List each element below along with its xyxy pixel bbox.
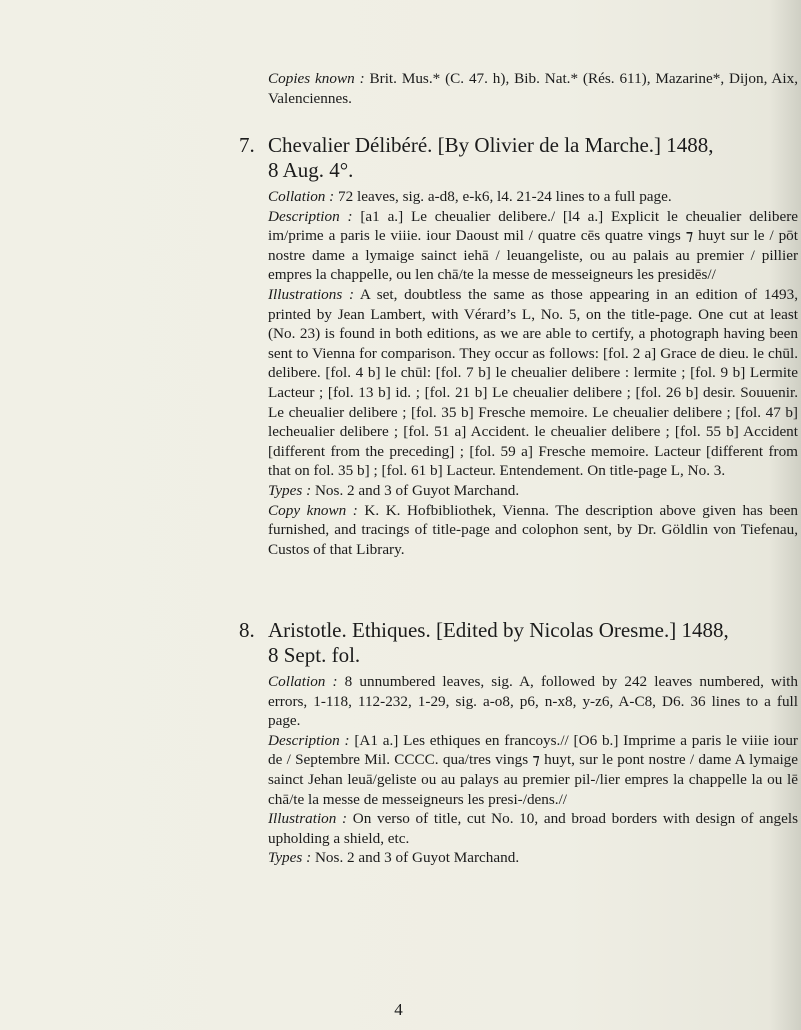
entry-8-illustration <box>268 809 798 848</box>
entry-8-illustration-label: Illustration : <box>268 810 348 828</box>
entry-7-collation <box>268 187 798 207</box>
copies-known-paragraph <box>268 69 798 108</box>
entry-7-title <box>239 133 798 158</box>
entry-8-collation-label: Collation : <box>268 673 338 690</box>
entry-7-description-text: [a1 a.] Le cheualier delibere./ [l4 a.] Explicit le cheualier delibere im/prime a paris le viiie. iour Daoust mil / quatre cēs quatre vings ⁊ huyt sur le / pōt nostre dame a lymaige sainct iehā / leuangeliste, ou au palais au premier / pillier empres la chappelle, ou len chā/te la messe de messeigneurs les presidēs// <box>268 207 798 284</box>
entry-8-title-line2: 8 Sept. fol. <box>268 643 361 667</box>
entry-7-types-text: Nos. 2 and 3 of Guyot Marchand. <box>311 481 520 499</box>
page-number-text: 4 <box>394 1000 403 1019</box>
entry-7-copy-known <box>268 501 798 560</box>
entry-8-title <box>239 618 798 643</box>
entry-7-types-label: Types : <box>268 481 312 499</box>
entry-8-description <box>268 731 798 809</box>
entry-8-illustration-text: On verso of title, cut No. 10, and broad borders with design of angels upholding a shield, etc. <box>268 810 798 847</box>
entry-8-description-label: Description : <box>268 731 350 749</box>
entry-8-types-label: Types : <box>268 849 312 867</box>
entry-7-copy-known-text: K. K. Hofbibliothek, Vienna. The description above given has been furnished, and tracings of title-page and colophon sent, by Dr. Göldlin von Tiefenau, Custos of that Library. <box>268 501 798 558</box>
entry-7-illustrations-label: Illustrations : <box>268 285 355 303</box>
page-number <box>0 1000 801 1020</box>
entry-7-illustrations-text: A set, doubtless the same as those appearing in an edition of 1493, printed by Jean Lambert, with Vérard’s L, No. 5, on the title-page. One cut at least (No. 23) is found in both editions, as we are able to certify, a photograph having been sent to Vienna for comparison. They occur as follows: [fol. 2 a] Grace de dieu. le chūl. delibere. [fol. 4 b] le chūl: [fol. 7 b] le cheualier delibere : lermite ; [fol. 9 b] Lermite Lacteur ; [fol. 13 b] id. ; [fol. 21 b] Le cheualier delibere ; [fol. 26 b] desir. Souuenir. Le cheualier delibere ; [fol. 35 b] Fresche memoire. Le cheualier delibere ; [fol. 47 b] lecheualier delibere ; [fol. 51 a] Accident. le cheualier delibere ; [fol. 55 b] Accident [different from the preceding] ; [fol. 59 a] Fresche memoire. Lacteur [different from that on fol. 35 b] ; [fol. 61 b] Lacteur. Entendement. On title-page L, No. 3. <box>268 285 798 480</box>
entry-7 <box>239 133 798 559</box>
entry-7-title-line1: Chevalier Délibéré. [By Olivier de la Marche.] 1488, <box>268 133 714 157</box>
entry-7-description <box>268 207 798 285</box>
entry-7-number: 7. <box>239 133 255 157</box>
entry-8-title-line1: Aristotle. Ethiques. [Edited by Nicolas Oresme.] 1488, <box>268 618 729 642</box>
copies-known-label: Copies known : <box>268 70 365 87</box>
copies-known-top <box>268 69 798 108</box>
entry-7-illustrations <box>268 285 798 481</box>
entry-8-collation-text: 8 unnumbered leaves, sig. A, followed by 242 leaves numbered, with errors, 1-118, 112-232, 1-29, sig. a-o8, p6, n-x8, y-z6, A-C8, D6. 36 lines to a full page. <box>268 673 798 730</box>
entry-8-description-text: [A1 a.] Les ethiques en francoys.// [O6 b.] Imprime a paris le viiie iour de / Septembre Mil. CCCC. qua/tres vings ⁊ huyt, sur le pont nostre / dame A lymaige sainct Jehan leuā/geliste ou au palays au premier pil-/lier empres la chappelle la ou lē chā/te la messe de messeigneurs les presi-/dens.// <box>268 731 798 808</box>
entry-8-number: 8. <box>239 618 255 642</box>
entry-8 <box>239 618 798 868</box>
entry-7-description-label: Description : <box>268 207 353 225</box>
copies-known-text: Brit. Mus.* (C. 47. h), Bib. Nat.* (Rés. 611), Mazarine*, Dijon, Aix, Valenciennes. <box>268 70 798 107</box>
entry-7-title-line2: 8 Aug. 4°. <box>268 158 354 182</box>
entry-8-types <box>268 848 798 868</box>
entry-7-types <box>268 481 798 501</box>
entry-7-collation-label: Collation : <box>268 188 335 205</box>
entry-8-types-text: Nos. 2 and 3 of Guyot Marchand. <box>311 849 520 867</box>
entry-7-copy-known-label: Copy known : <box>268 501 358 519</box>
entry-8-collation <box>268 672 798 731</box>
entry-7-collation-text: 72 leaves, sig. a-d8, e-k6, l4. 21-24 lines to a full page. <box>334 188 672 205</box>
